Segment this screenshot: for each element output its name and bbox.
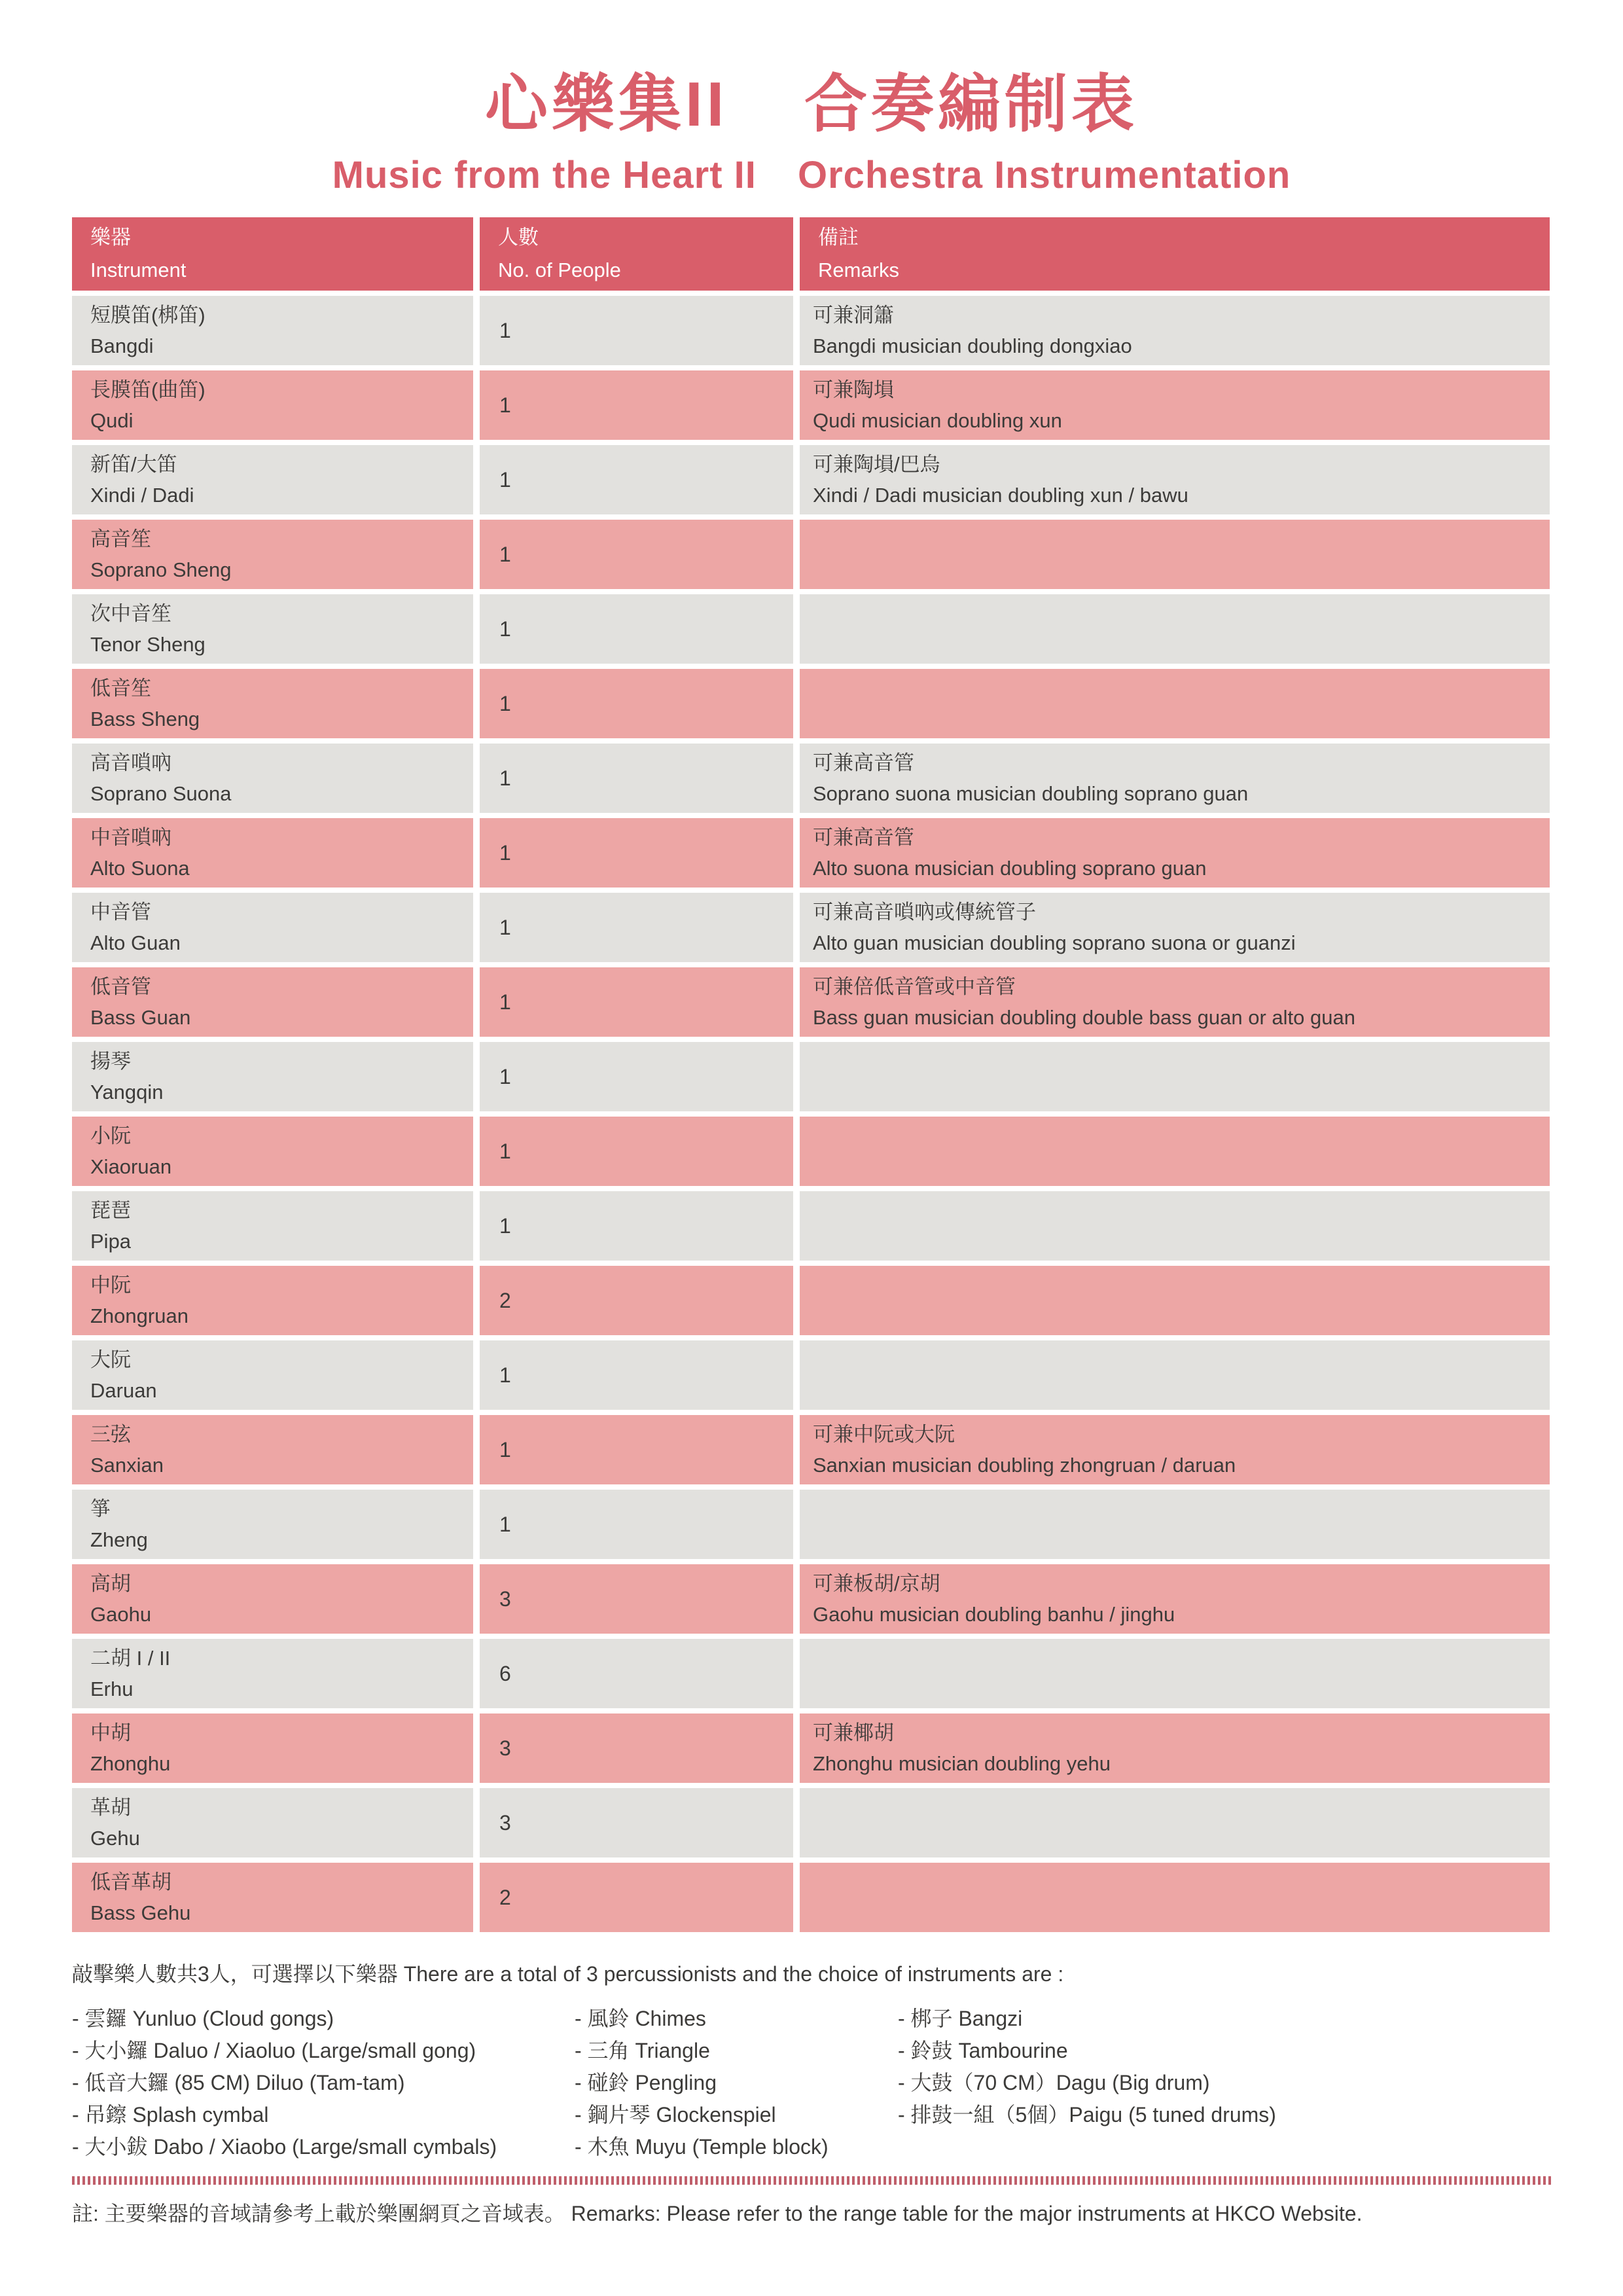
remark-en: Zhonghu musician doubling yehu [813, 1752, 1111, 1775]
instrument-cell [72, 1490, 473, 1559]
instrument-name-zh: 小阮 [90, 1124, 131, 1147]
people-count: 1 [499, 691, 511, 715]
remark-en: Alto guan musician doubling soprano suona or guanzi [813, 931, 1296, 954]
instrument-name-zh: 短膜笛(梆笛) [90, 304, 205, 327]
remark-en: Bass guan musician doubling double bass guan or alto guan [813, 1006, 1355, 1029]
instrument-cell [72, 520, 473, 589]
instrument-cell [72, 1117, 473, 1186]
instrument-cell [72, 1713, 473, 1783]
people-count-cell [480, 1191, 793, 1261]
percussion-item: - 雲鑼 Yunluo (Cloud gongs) [72, 2007, 334, 2030]
instrument-name-zh: 高胡 [90, 1572, 131, 1595]
document-header [0, 0, 1623, 196]
people-count: 1 [499, 915, 511, 939]
percussion-item: - 大小鑼 Daluo / Xiaoluo (Large/small gong) [72, 2039, 476, 2062]
people-count: 3 [499, 1587, 511, 1611]
header-remarks-en: Remarks [818, 259, 900, 281]
percussion-item: - 木魚 Muyu (Temple block) [575, 2135, 829, 2159]
remarks-cell [800, 669, 1550, 738]
people-count: 1 [499, 467, 511, 492]
percussion-list [72, 2003, 1551, 2163]
instrument-cell [72, 1266, 473, 1335]
remarks-cell [800, 520, 1550, 589]
instrument-cell [72, 1340, 473, 1410]
remark-en: Qudi musician doubling xun [813, 409, 1062, 432]
people-count-cell [480, 669, 793, 738]
page-subtitle-en-left: Music from the Heart II [332, 154, 757, 196]
people-count-cell [480, 967, 793, 1037]
remarks-cell [800, 1639, 1550, 1708]
percussion-column [898, 2003, 1551, 2131]
people-count-cell [480, 1490, 793, 1559]
remarks-cell [800, 1490, 1550, 1559]
remarks-cell [800, 1788, 1550, 1857]
remarks-cell [800, 1191, 1550, 1261]
instrument-name-zh: 中阮 [90, 1274, 131, 1297]
people-count-cell [480, 1564, 793, 1634]
page-subtitle [0, 154, 1623, 196]
instrument-name-en: Xiaoruan [90, 1155, 172, 1178]
percussion-item: - 碰鈴 Pengling [575, 2071, 717, 2094]
remark-en: Soprano suona musician doubling soprano guan [813, 782, 1249, 805]
people-count: 1 [499, 1437, 511, 1462]
remark-en: Gaohu musician doubling banhu / jinghu [813, 1603, 1175, 1626]
page-title [0, 0, 1623, 137]
people-count-cell [480, 594, 793, 664]
instrument-name-zh: 中音管 [90, 901, 151, 924]
instrument-name-en: Gaohu [90, 1603, 152, 1626]
instrument-name-en: Bass Gehu [90, 1901, 191, 1924]
instrument-name-zh: 中胡 [90, 1721, 131, 1744]
instrument-name-zh: 長膜笛(曲笛) [90, 378, 205, 401]
remarks-cell [800, 1863, 1550, 1932]
page-title-zh-right: 合奏編制表 [804, 69, 1138, 139]
dotted-separator-line [72, 2176, 1551, 2185]
instrumentation-table [72, 217, 1551, 1932]
people-count: 6 [499, 1661, 511, 1685]
people-count: 1 [499, 1139, 511, 1163]
instrument-name-zh: 高音笙 [90, 528, 151, 550]
percussion-item: - 梆子 Bangzi [898, 2007, 1023, 2030]
instrument-name-zh: 低音笙 [90, 677, 151, 700]
instrument-name-en: Soprano Suona [90, 782, 232, 805]
header-cell-instrument [72, 217, 473, 291]
percussion-item: - 鈴鼓 Tambourine [898, 2039, 1068, 2062]
instrument-name-zh: 高音嗩吶 [90, 751, 171, 774]
people-count: 1 [499, 1064, 511, 1088]
remarks-cell [800, 296, 1550, 365]
instrument-name-zh: 次中音笙 [90, 602, 171, 625]
instrument-cell [72, 1639, 473, 1708]
people-count: 1 [499, 542, 511, 566]
people-count: 1 [499, 990, 511, 1014]
remarks-cell [800, 370, 1550, 440]
instrument-name-en: Qudi [90, 409, 134, 432]
instrument-cell [72, 594, 473, 664]
instrument-name-zh: 二胡 I / II [90, 1647, 171, 1670]
instrument-name-zh: 低音管 [90, 975, 151, 998]
remarks-cell [800, 818, 1550, 888]
instrument-name-en: Bass Guan [90, 1006, 191, 1029]
instrument-name-en: Tenor Sheng [90, 633, 205, 656]
header-instrument-en: Instrument [90, 259, 187, 281]
instrument-name-zh: 中音嗩吶 [90, 826, 171, 849]
remark-zh: 可兼陶塤/巴烏 [813, 453, 940, 476]
instrument-name-en: Gehu [90, 1827, 140, 1850]
instrument-name-en: Erhu [90, 1677, 134, 1700]
instrument-name-zh: 三弦 [90, 1423, 131, 1446]
remark-en: Xindi / Dadi musician doubling xun / bawu [813, 484, 1188, 507]
remark-zh: 可兼高音管 [813, 751, 914, 774]
remarks-cell [800, 1042, 1550, 1111]
remarks-cell [800, 1340, 1550, 1410]
people-count-cell [480, 893, 793, 962]
people-count: 1 [499, 393, 511, 417]
people-count-cell [480, 520, 793, 589]
instrument-cell [72, 1564, 473, 1634]
remarks-cell [800, 744, 1550, 813]
remarks-cell [800, 893, 1550, 962]
header-people-zh: 人數 [498, 226, 539, 249]
people-count: 1 [499, 1512, 511, 1536]
instrument-name-zh: 箏 [90, 1498, 111, 1520]
people-count: 1 [499, 1213, 511, 1238]
remarks-cell [800, 1415, 1550, 1484]
people-count: 2 [499, 1885, 511, 1909]
percussion-item: - 排鼓一組（5個）Paigu (5 tuned drums) [898, 2103, 1276, 2126]
instrument-name-en: Bangdi [90, 334, 154, 357]
instrument-cell [72, 1042, 473, 1111]
instrument-name-en: Zhongruan [90, 1304, 188, 1327]
percussion-item: - 三角 Triangle [575, 2039, 710, 2062]
instrument-name-en: Sanxian [90, 1454, 164, 1477]
instrument-name-en: Soprano Sheng [90, 558, 232, 581]
people-count-cell [480, 818, 793, 888]
instrument-name-en: Zheng [90, 1528, 148, 1551]
instrument-name-zh: 揚琴 [90, 1050, 131, 1073]
instrument-cell [72, 296, 473, 365]
remark-zh: 可兼中阮或大阮 [813, 1423, 955, 1446]
instrument-cell [72, 1863, 473, 1932]
remarks-cell [800, 594, 1550, 664]
instrument-name-zh: 新笛/大笛 [90, 453, 177, 476]
remark-en: Bangdi musician doubling dongxiao [813, 334, 1132, 357]
people-count: 3 [499, 1736, 511, 1760]
instrument-name-en: Pipa [90, 1230, 132, 1253]
people-count-cell [480, 1340, 793, 1410]
instrument-cell [72, 370, 473, 440]
remark-zh: 可兼板胡/京胡 [813, 1572, 940, 1595]
instrument-cell [72, 818, 473, 888]
people-count-cell [480, 1639, 793, 1708]
percussion-item: - 大鼓（70 CM）Dagu (Big drum) [898, 2071, 1210, 2094]
people-count: 1 [499, 766, 511, 790]
people-count: 1 [499, 318, 511, 342]
instrument-name-en: Daruan [90, 1379, 157, 1402]
percussion-item: - 風鈴 Chimes [575, 2007, 706, 2030]
people-count-cell [480, 1042, 793, 1111]
percussion-column [72, 2003, 575, 2163]
instrument-name-en: Zhonghu [90, 1752, 171, 1775]
header-cell-remarks [800, 217, 1550, 291]
percussion-item: - 大小鈸 Dabo / Xiaobo (Large/small cymbals) [72, 2135, 497, 2159]
people-count-cell [480, 296, 793, 365]
remark-zh: 可兼陶塤 [813, 378, 894, 401]
people-count-cell [480, 1117, 793, 1186]
instrument-name-zh: 革胡 [90, 1796, 131, 1819]
instrument-name-en: Alto Guan [90, 931, 181, 954]
header-instrument-zh: 樂器 [90, 226, 131, 249]
page-subtitle-en-right: Orchestra Instrumentation [797, 154, 1291, 196]
instrument-name-zh: 琵琶 [90, 1199, 131, 1222]
percussion-intro: 敲擊樂人數共3人，可選擇以下樂器 There are a total of 3 percussionists and the choice of instruments are : [72, 1962, 1064, 1986]
people-count: 1 [499, 840, 511, 865]
remark-en: Sanxian musician doubling zhongruan / daruan [813, 1454, 1236, 1477]
instrument-cell [72, 445, 473, 514]
instrument-name-en: Alto Suona [90, 857, 190, 880]
header-remarks-zh: 備註 [818, 226, 859, 249]
percussion-section [72, 1961, 1551, 2163]
percussion-item: - 鋼片琴 Glockenspiel [575, 2103, 776, 2126]
instrument-cell [72, 669, 473, 738]
instrument-cell [72, 893, 473, 962]
instrument-cell [72, 1415, 473, 1484]
instrument-cell [72, 1788, 473, 1857]
remark-zh: 可兼椰胡 [813, 1721, 894, 1744]
percussion-item: - 低音大鑼 (85 CM) Diluo (Tam-tam) [72, 2071, 405, 2094]
people-count: 1 [499, 617, 511, 641]
footer-note: 註: 主要樂器的音域請參考上載於樂團網頁之音域表。 Remarks: Please refer to the range table for the major instruments at HKCO Website. [72, 2202, 1363, 2225]
remarks-cell [800, 1266, 1550, 1335]
remark-zh: 可兼倍低音管或中音管 [813, 975, 1016, 998]
remarks-cell [800, 1713, 1550, 1783]
remark-zh: 可兼洞簫 [813, 304, 894, 327]
percussion-column [575, 2003, 898, 2163]
instrument-name-en: Bass Sheng [90, 708, 200, 730]
remarks-cell [800, 1564, 1550, 1634]
instrument-name-en: Xindi / Dadi [90, 484, 194, 507]
people-count-cell [480, 370, 793, 440]
people-count-cell [480, 1415, 793, 1484]
people-count-cell [480, 1713, 793, 1783]
people-count-cell [480, 744, 793, 813]
instrument-name-en: Yangqin [90, 1081, 164, 1103]
remarks-cell [800, 1117, 1550, 1186]
percussion-item: - 吊鑔 Splash cymbal [72, 2103, 269, 2126]
instrument-name-zh: 大阮 [90, 1348, 131, 1371]
people-count: 3 [499, 1810, 511, 1835]
people-count-cell [480, 445, 793, 514]
instrument-name-zh: 低音革胡 [90, 1871, 171, 1893]
header-people-en: No. of People [498, 259, 621, 281]
page-title-zh-left: 心樂集II [484, 69, 728, 139]
instrument-cell [72, 967, 473, 1037]
remarks-cell [800, 445, 1550, 514]
people-count-cell [480, 1788, 793, 1857]
remark-zh: 可兼高音嗩吶或傳統管子 [813, 901, 1036, 924]
people-count: 2 [499, 1288, 511, 1312]
instrument-cell [72, 744, 473, 813]
people-count-cell [480, 1266, 793, 1335]
people-count: 1 [499, 1363, 511, 1387]
remark-zh: 可兼高音管 [813, 826, 914, 849]
remarks-cell [800, 967, 1550, 1037]
instrument-cell [72, 1191, 473, 1261]
remark-en: Alto suona musician doubling soprano guan [813, 857, 1207, 880]
header-cell-people [480, 217, 793, 291]
people-count-cell [480, 1863, 793, 1932]
